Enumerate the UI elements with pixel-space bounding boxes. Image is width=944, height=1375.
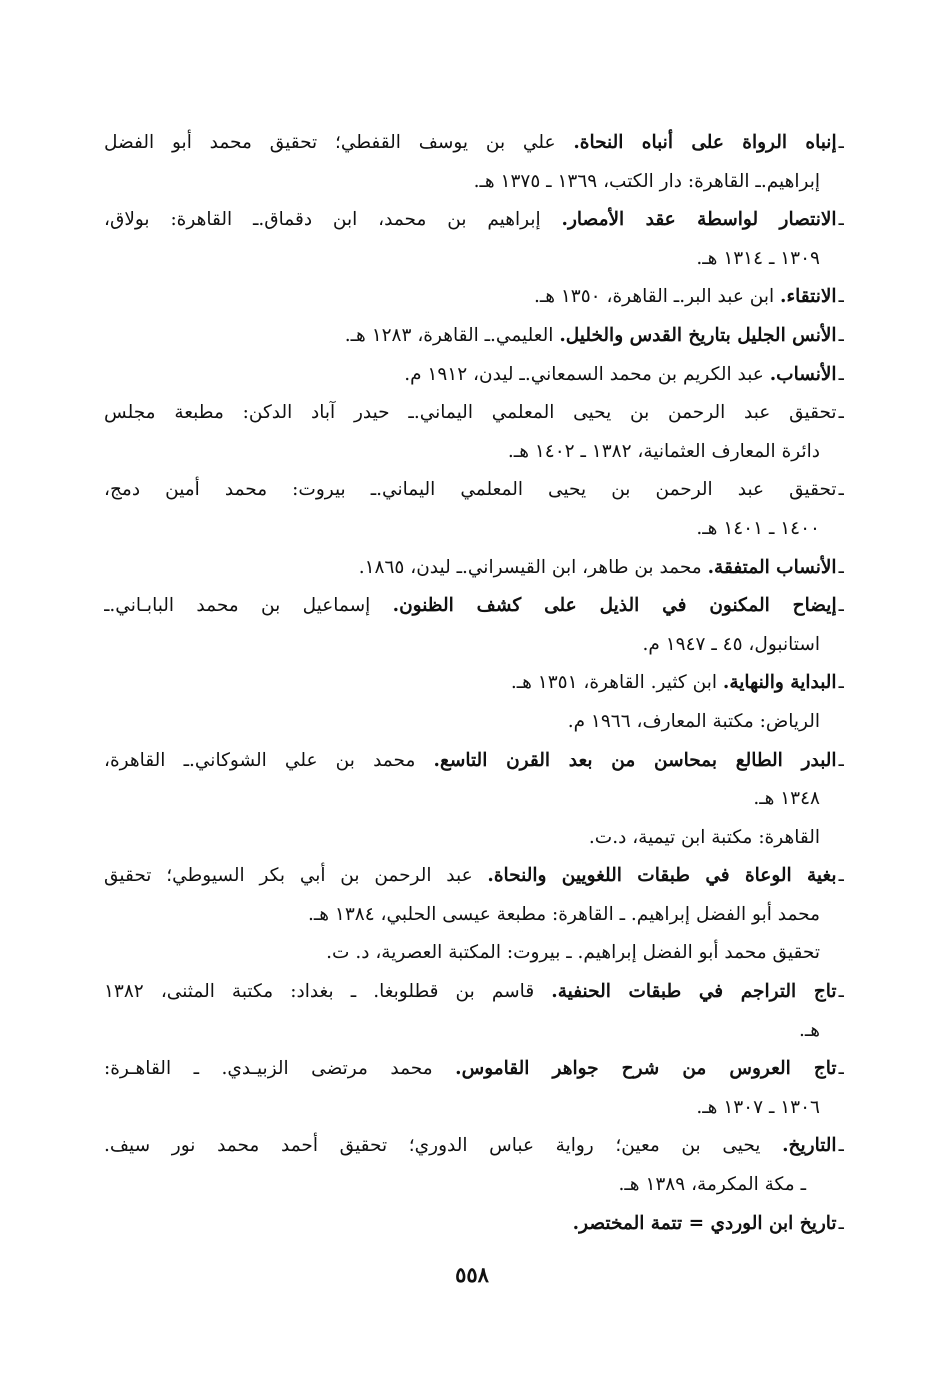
entry-title: الأنس الجليل بتاريخ القدس والخليل. [559,324,837,346]
entry-dash: ـ [838,556,844,578]
bibliography-entry [104,124,844,201]
entry-title: البدر الطالع بمحاسن من بعد القرن التاسع. [433,749,837,771]
bibliography-entry [104,356,844,549]
entry-line [104,317,844,356]
entry-dash: ـ [838,479,844,501]
entry-line [104,587,844,626]
entry-text: تحقيق محمد أبو الفضل إبراهيم. ـ بيروت: المكتبة العصرية، د. ت. [326,942,820,964]
entry-line [104,510,844,549]
entry-title: الأنساب. [769,363,837,385]
entry-text: قاسم بن قطلوبغا. ـ بغداد: مكتبة المثنى، ١٣٨٢ [104,981,535,1003]
bibliography-entry [104,1205,844,1244]
entry-title: الانتصار لواسطة عقد الأمصار. [561,209,837,231]
entry-title: تاج التراجم في طبقات الحنفية. [551,981,837,1003]
entry-dash: ـ [838,209,844,231]
entry-line [104,549,844,588]
entry-text: دائرة المعارف العثمانية، ١٣٨٢ ـ ١٤٠٢ هـ. [507,440,820,462]
entry-text: ١٣٠٩ ـ ١٣١٤ هـ. [696,247,820,269]
entry-text: الرياض: مكتبة المعارف، ١٩٦٦ م. [567,710,820,732]
entry-line [104,973,844,1012]
entry-text: هـ. [798,1019,820,1041]
entry-dash: ـ [838,132,844,153]
entry-title: تاج العروس من شرح جواهر القاموس. [455,1058,837,1080]
entry-text: يحيى بن معين؛ رواية عباس الدوري؛ تحقيق أحمد محمد نور سيف. [104,1135,761,1157]
entry-dash: ـ [838,402,844,424]
entry-line [104,1127,844,1166]
entry-line [104,1205,844,1244]
entry-text: محمد مرتضى الزبيـدي. ـ القاهـرة: [104,1058,433,1080]
entry-line [104,471,844,510]
entry-line [104,1050,844,1089]
entry-line [104,703,844,742]
entry-line [104,896,844,935]
entry-text: محمد بن علي الشوكاني.ـ القاهرة، [104,749,416,771]
entry-text: محمد بن طاهر، ابن القيسراني.ـ ليدن، ١٨٦٥. [358,556,702,578]
entry-text: ابن كثير. القاهرة، ١٣٥١ هـ. [510,672,717,694]
entry-line [104,1166,844,1205]
entry-title: الانتقاء. [780,286,837,308]
entry-text: ١٣٤٨ هـ. [753,788,820,810]
entry-text: إسماعيل بن محمد البابـاني.ـ [104,595,371,617]
entry-text: العليمي.ـ القاهرة، ١٢٨٣ هـ. [344,324,554,346]
entry-text: ـ مكة المكرمة، ١٣٨٩ هـ. [618,1174,806,1196]
bibliography-entry [104,549,844,588]
entry-line [104,278,844,317]
entry-line [104,664,844,703]
entry-text: ١٣٠٦ ـ ١٣٠٧ هـ. [696,1096,820,1118]
entry-dash: ـ [838,1135,844,1157]
entry-text: تحقيق عبد الرحمن بن يحيى المعلمي اليماني.ـ بيروت: محمد أمين دمج، [104,479,837,501]
entry-line [104,356,844,395]
bibliography-entry [104,317,844,356]
entry-line [104,163,844,202]
entry-line [104,742,844,781]
bibliography-entry [104,201,844,278]
bibliography-entry [104,1127,844,1204]
entry-text: علي بن يوسف القفطي؛ تحقيق محمد أبو الفضل [104,132,556,153]
entry-dash: ـ [838,1058,844,1080]
entry-dash: ـ [838,672,844,694]
bibliography-entry [104,664,844,741]
entry-dash: ـ [838,595,844,617]
entry-text: عبد الرحمن بن أبي بكر السيوطي؛ تحقيق [104,865,473,887]
entry-line [104,780,844,819]
entry-dash: ـ [838,286,844,308]
entry-line [104,201,844,240]
bibliography-entry [104,742,844,858]
entry-dash: ـ [838,363,844,385]
bibliography-entry [104,973,844,1050]
entry-text: إبراهيم بن محمد، ابن دقماق.ـ القاهرة: بولاق، [104,209,541,231]
entry-line [104,626,844,665]
bibliography-entry [104,1050,844,1127]
entry-text: القاهرة: مكتبة ابن تيمية، د.ت. [588,826,820,848]
entry-line [104,433,844,472]
entry-text: محمد أبو الفضل إبراهيم. ـ القاهرة: مطبعة عيسى الحلبي، ١٣٨٤ هـ. [307,903,820,925]
entry-text: ١٤٠٠ ـ ١٤٠١ هـ. [696,517,820,539]
entry-dash: ـ [838,324,844,346]
entry-line [104,124,844,163]
entry-line [104,934,844,973]
entry-title: الأنساب المتفقة. [707,556,837,578]
entry-line [104,240,844,279]
entry-line [104,857,844,896]
bibliography-entry [104,587,844,664]
entry-line [104,394,844,433]
entry-title: التاريخ. [782,1135,837,1157]
entry-title: البداية والنهاية. [722,672,837,694]
bibliography-list [104,124,844,1243]
entry-text: تحقيق عبد الرحمن بن يحيى المعلمي اليماني.ـ حيدر آباد الدكن: مطبعة مجلس [104,402,837,424]
entry-dash: ـ [838,749,844,771]
entry-line [104,1012,844,1051]
entry-dash: ـ [838,1212,844,1234]
entry-title: بغية الوعاة في طبقات اللغويين والنحاة. [487,865,837,887]
entry-text: عبد الكريم بن محمد السمعاني.ـ ليدن، ١٩١٢ م. [404,363,764,385]
entry-title: تاريخ ابن الوردي = تتمة المختصر. [572,1212,837,1234]
entry-text: استانبول، ٤٥ ـ ١٩٤٧ م. [642,633,820,655]
entry-line [104,819,844,858]
entry-dash: ـ [838,865,844,887]
entry-text: ابن عبد البر.ـ القاهرة، ١٣٥٠ هـ. [533,286,775,308]
entry-dash: ـ [838,981,844,1003]
entry-title: إنباه الرواة على أنباه النحاة. [573,132,837,153]
entry-title: إيضاح المكنون في الذيل على كشف الظنون. [392,595,837,617]
bibliography-entry [104,278,844,317]
entry-line [104,1089,844,1128]
page-number: ٥٥٨ [455,1262,489,1287]
bibliography-entry [104,857,844,973]
entry-text: إبراهيم.ـ القاهرة: دار الكتب، ١٣٦٩ ـ ١٣٧٥ هـ. [473,170,820,192]
